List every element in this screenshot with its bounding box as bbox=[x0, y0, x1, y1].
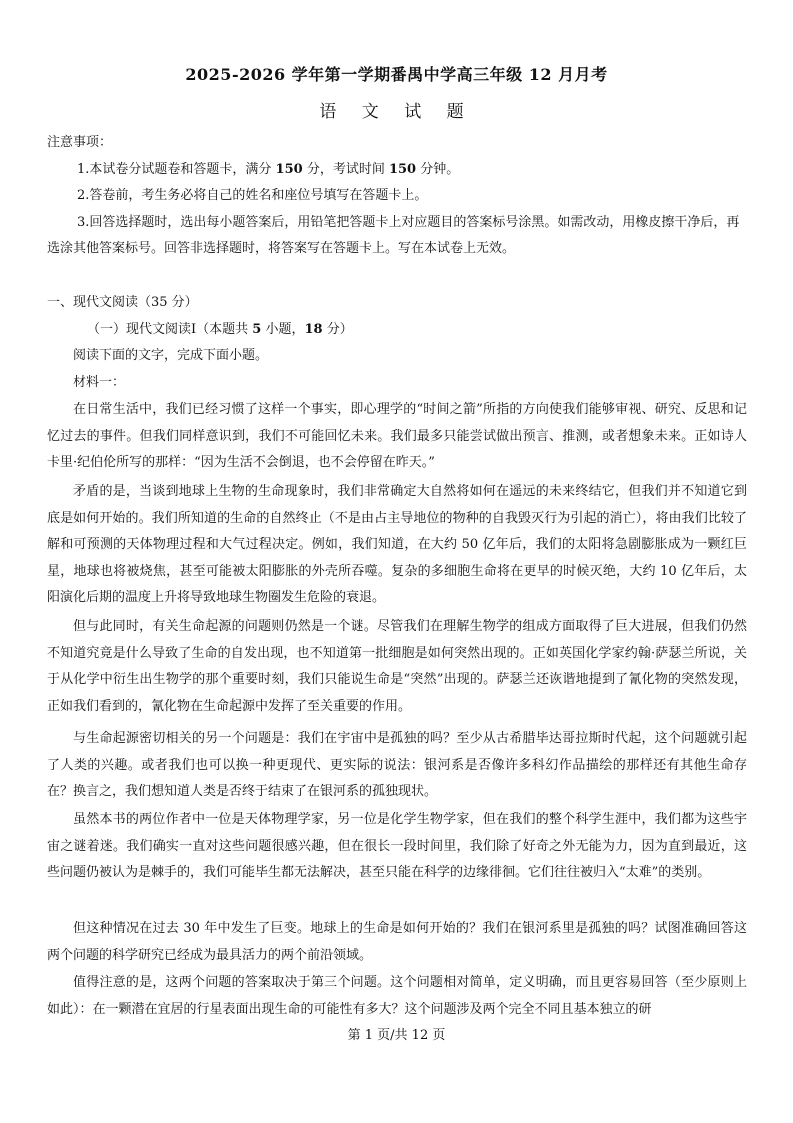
notice-item-1 bbox=[47, 157, 747, 183]
sub-heading-count: 5 bbox=[252, 322, 262, 337]
notice-heading: 注意事项： bbox=[47, 135, 113, 150]
notice-item-1-prefix: 1.本试卷分试题卷和答题卡，满分 bbox=[77, 162, 276, 177]
reading-instruction: 阅读下面的文字，完成下面小题。 bbox=[73, 348, 269, 363]
exam-title: 2025-2026 学年第一学期番禺中学高三年级 12 月月考 bbox=[185, 65, 608, 84]
subject-title: 语 文 试 题 bbox=[319, 102, 474, 122]
section-heading: 一、现代文阅读（35 分） bbox=[47, 295, 198, 310]
paragraph: 但与此同时，有关生命起源的问题则仍然是一个谜。尽管我们在理解生物学的组成方面取得了巨大进展，但我们仍然不知道究竟是什么导致了生命的自发出现，也不知道第一批细胞是如何突然出现的。正如英国化学家约翰·萨瑟兰所说，关于从化学中衍生出生物学的那个重要时刻，我们只能说生命是“突然”出现的。萨瑟兰还诙谐地提到了氰化物的突然发现，正如我们看到的，氰化物在生命起源中发挥了至关重要的作用。 bbox=[47, 619, 747, 714]
paragraph: 与生命起源密切相关的另一个问题是：我们在宇宙中是孤独的吗？至少从古希腊毕达哥拉斯时代起，这个问题就引起了人类的兴趣。或者我们也可以换一种更现代、更实际的说法：银河系是否像许多科幻作品描绘的那样还有其他生命存在？换言之，我们想知道人类是否终于结束了在银河系的孤独现状。 bbox=[47, 731, 747, 799]
paragraph: 虽然本书的两位作者中一位是天体物理学家，另一位是化学生物学家，但在我们的整个科学生涯中，我们都为这些宇宙之谜着迷。我们确实一直对这些问题很感兴趣，但在很长一段时间里，我们除了好奇之外无能为力，因为直到最近，这些问题仍被认为是棘手的，我们可能毕生都无法解决，甚至只能在科学的边缘徘徊。它们往往被归入“太难”的类别。 bbox=[47, 812, 747, 880]
notice-item-2: 2.答卷前，考生务必将自己的姓名和座位号填写在答题卡上。 bbox=[77, 188, 428, 203]
sub-heading bbox=[87, 318, 353, 337]
notice-item-1-score: 150 bbox=[275, 162, 303, 177]
notice-item-1-suffix: 分钟。 bbox=[416, 162, 460, 177]
notice-item-1-time: 150 bbox=[388, 162, 417, 177]
paragraph: 但这种情况在过去 30 年中发生了巨变。地球上的生命是如何开始的？我们在银河系里是孤独的吗？试图准确回答这两个问题的科学研究已经成为最具活力的两个前沿领域。 bbox=[47, 921, 747, 963]
material-label: 材料一： bbox=[73, 375, 126, 390]
sub-heading-prefix: （一）现代文阅读Ⅰ（本题共 bbox=[87, 322, 253, 337]
page-footer: 第 1 页/共 12 页 bbox=[347, 1028, 446, 1043]
paragraph: 矛盾的是，当谈到地球上生物的生命现象时，我们非常确定大自然将如何在遥远的未来终结它，但我们并不知道它到底是如何开始的。我们所知道的生命的自然终止（不是由占主导地位的物种的自我毁灭行为引起的消亡），将由我们比较了解和可预测的天体物理过程和大气过程决定。例如，我们知道，在大约 50 亿年后，我们的太阳将急剧膨胀成为一颗红巨星，地球也将被烧焦，甚至可能被太阳膨胀的外壳所吞噬。复杂的多细胞生命将在更早的时候灭绝，大约 10 亿年后，太阳演化后期的温度上升将导致地球生物圈发生危险的衰退。 bbox=[47, 484, 747, 605]
sub-heading-mid: 小题， bbox=[261, 322, 305, 337]
notice-item-3: 3.回答选择题时，选出每小题答案后，用铅笔把答题卡上对应题目的答案标号涂黑。如需改动，用橡皮擦干净后，再选涂其他答案标号。回答非选择题时，将答案写在答题卡上。写在本试卷上无效。 bbox=[47, 215, 740, 256]
paragraph: 值得注意的是，这两个问题的答案取决于第三个问题。这个问题相对简单，定义明确，而且更容易回答（至少原则上如此）：在一颗潜在宜居的行星表面出现生命的可能性有多大？这个问题涉及两个完全不同且基本独立的研 bbox=[47, 975, 747, 1017]
sub-heading-suffix: 分） bbox=[322, 322, 353, 337]
notice-item-1-mid: 分，考试时间 bbox=[302, 162, 389, 177]
sub-heading-score: 18 bbox=[304, 322, 323, 337]
paragraph: 在日常生活中，我们已经习惯了这样一个事实，即心理学的“时间之箭”所指的方向使我们能够审视、研究、反思和记忆过去的事件。但我们同样意识到，我们不可能回忆未来。我们最多只能尝试做出预言、推测，或者想象未来。正如诗人卡里·纪伯伦所写的那样：“因为生活不会倒退，也不会停留在昨天。” bbox=[47, 402, 747, 470]
